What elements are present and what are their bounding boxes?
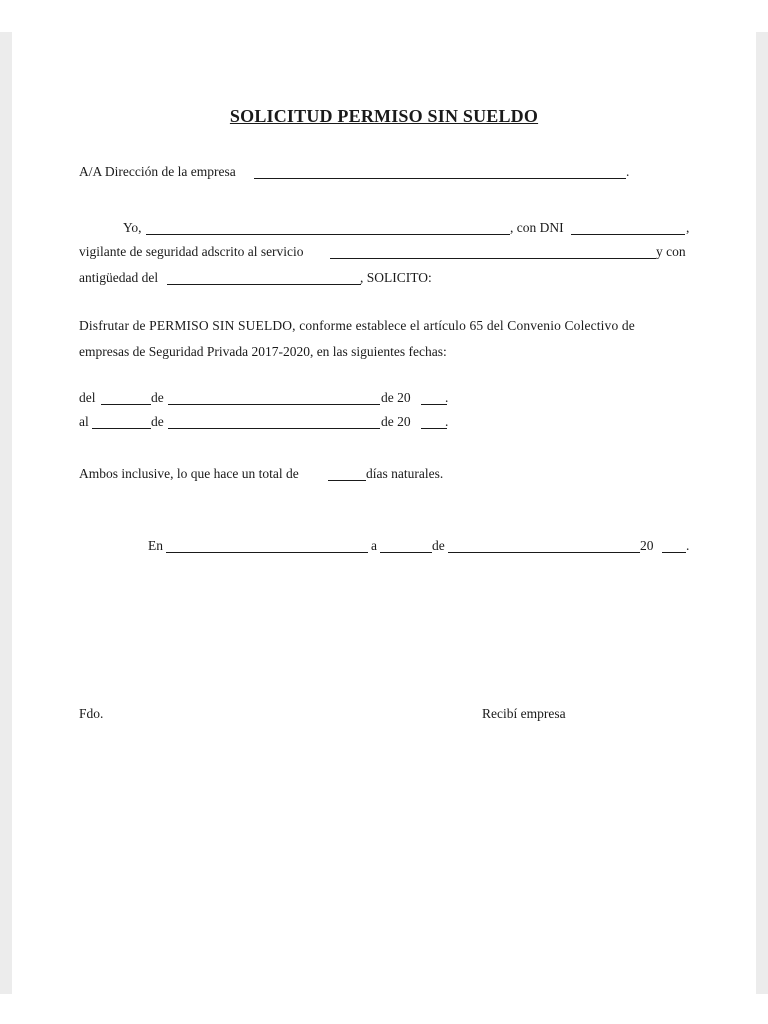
- seniority-blank[interactable]: [167, 284, 361, 285]
- period-mark-4: .: [686, 538, 690, 553]
- name-blank[interactable]: [146, 234, 510, 235]
- fdo-label: Fdo.: [79, 706, 104, 721]
- a-label: a: [371, 538, 377, 553]
- antiguedad-label: antigüedad del: [79, 270, 159, 285]
- ycon-label: y con: [656, 244, 686, 259]
- period-mark-3: .: [445, 414, 449, 429]
- de-label-2: de: [151, 414, 164, 429]
- viewer-frame-right: [756, 32, 768, 994]
- dias-label: días naturales.: [366, 466, 444, 481]
- en-label: En: [148, 538, 163, 553]
- comma-mark: ,: [686, 220, 690, 235]
- period-mark: .: [626, 164, 630, 179]
- period-mark-2: .: [445, 390, 449, 405]
- de20-label-1: de 20: [381, 390, 411, 405]
- solicito-label: , SOLICITO:: [360, 270, 432, 285]
- dni-blank[interactable]: [571, 234, 685, 235]
- document-title: SOLICITUD PERMISO SIN SUELDO: [229, 106, 539, 126]
- yo-label: Yo,: [123, 220, 142, 235]
- company-blank[interactable]: [254, 178, 626, 179]
- body-line-1: Disfrutar de PERMISO SIN SUELDO, conforme establece el artículo 65 del Convenio Colectivo de: [79, 318, 635, 333]
- dni-label: , con DNI: [510, 220, 564, 235]
- recibi-label: Recibí empresa: [482, 706, 566, 721]
- place-blank[interactable]: [166, 552, 368, 553]
- ambos-label: Ambos inclusive, lo que hace un total de: [79, 466, 299, 481]
- start-month-blank[interactable]: [168, 404, 380, 405]
- end-day-blank[interactable]: [92, 428, 151, 429]
- de-label-3: de: [432, 538, 445, 553]
- end-month-blank[interactable]: [168, 428, 380, 429]
- twenty-label: 20: [640, 538, 654, 553]
- de-label-1: de: [151, 390, 164, 405]
- sign-month-blank[interactable]: [448, 552, 640, 553]
- start-year-blank[interactable]: [421, 404, 447, 405]
- del-label: del: [79, 390, 96, 405]
- recipient-label: A/A Dirección de la empresa: [79, 164, 236, 179]
- vigilante-label: vigilante de seguridad adscrito al servicio: [79, 244, 304, 259]
- sign-day-blank[interactable]: [380, 552, 432, 553]
- sign-year-blank[interactable]: [662, 552, 686, 553]
- viewer-frame-left: [0, 32, 12, 994]
- body-line-2: empresas de Seguridad Privada 2017-2020, en las siguientes fechas:: [79, 344, 447, 359]
- end-year-blank[interactable]: [421, 428, 447, 429]
- service-blank[interactable]: [330, 258, 656, 259]
- start-day-blank[interactable]: [101, 404, 151, 405]
- al-label: al: [79, 414, 89, 429]
- document-page: [12, 32, 756, 994]
- total-days-blank[interactable]: [328, 480, 366, 481]
- de20-label-2: de 20: [381, 414, 411, 429]
